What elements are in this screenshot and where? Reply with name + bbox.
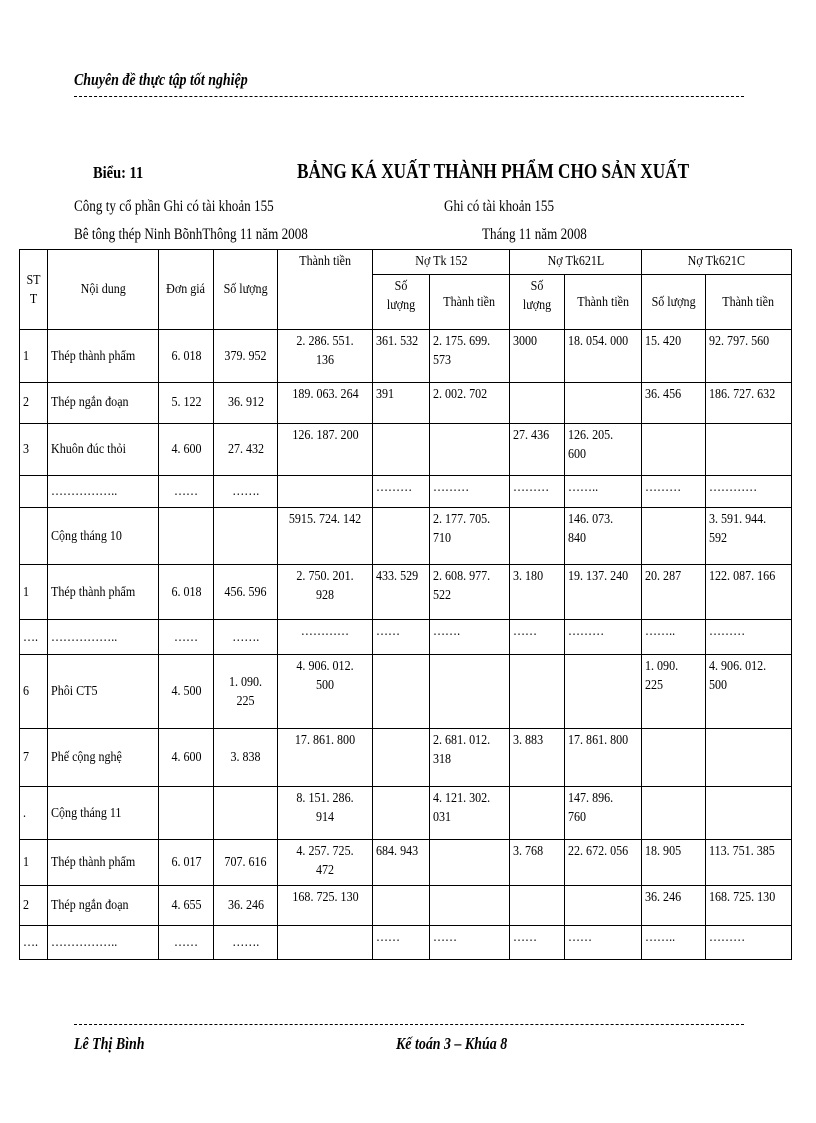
cell-qty: 379. 952 <box>214 330 278 383</box>
cell-content: Thép ngắn đoạn <box>48 383 159 423</box>
cell-amount-152: ……. <box>430 620 510 655</box>
cell-qty-621c: 20. 287 <box>642 565 706 620</box>
cell-amount: 8. 151. 286. 914 <box>278 787 373 840</box>
cell-price: …… <box>159 476 214 508</box>
cell-qty-152: …… <box>373 620 430 655</box>
cell-content: …………….. <box>48 926 159 960</box>
table-row <box>20 423 792 476</box>
cell-price: 4. 500 <box>159 655 214 729</box>
cell-price: 6. 017 <box>159 840 214 886</box>
cell-stt <box>20 508 48 565</box>
cell-qty-152: 684. 943 <box>373 840 430 886</box>
cell-amount-152 <box>430 840 510 886</box>
cell-qty-621c <box>642 729 706 787</box>
cell-amount-621l: 19. 137. 240 <box>565 565 642 620</box>
cell-amount-621c <box>706 787 792 840</box>
cell-amount: 126. 187. 200 <box>278 423 373 476</box>
table-row <box>20 508 792 565</box>
cell-amount-621c: ………… <box>706 476 792 508</box>
cell-amount: 2. 750. 201. 928 <box>278 565 373 620</box>
table-body <box>20 330 792 960</box>
cell-content: …………….. <box>48 476 159 508</box>
cell-amount-621l: 18. 054. 000 <box>565 330 642 383</box>
cell-amount-152: 2. 177. 705. 710 <box>430 508 510 565</box>
cell-qty-621c <box>642 787 706 840</box>
cell-amount-152: ……… <box>430 476 510 508</box>
cell-amount-621c: 122. 087. 166 <box>706 565 792 620</box>
cell-amount-152: 2. 681. 012. 318 <box>430 729 510 787</box>
cell-qty-621l: …… <box>510 620 565 655</box>
cell-qty <box>214 508 278 565</box>
header-tk621c: Nợ Tk621C <box>642 250 792 275</box>
cell-amount-621c: 186. 727. 632 <box>706 383 792 423</box>
cell-content: Thép ngắn đoạn <box>48 885 159 925</box>
cell-price: …… <box>159 620 214 655</box>
header-amount: Thành tiền <box>278 250 373 330</box>
cell-amount-621l: 126. 205. 600 <box>565 423 642 476</box>
cell-amount-621l: ……… <box>565 620 642 655</box>
table-row <box>20 885 792 925</box>
cell-qty-621l: 3. 883 <box>510 729 565 787</box>
cell-price: 4. 655 <box>159 885 214 925</box>
cell-qty: 27. 432 <box>214 423 278 476</box>
cell-amount-621l: 22. 672. 056 <box>565 840 642 886</box>
header-divider <box>74 96 744 97</box>
cell-price <box>159 787 214 840</box>
credit-account-label: Ghi có tài khoản 155 <box>444 198 555 215</box>
cell-amount-621l <box>565 885 642 925</box>
table-row <box>20 330 792 383</box>
cell-amount-621c <box>706 423 792 476</box>
table-row <box>20 729 792 787</box>
table-row <box>20 787 792 840</box>
cell-amount-621c: ……… <box>706 620 792 655</box>
cell-amount: 5915. 724. 142 <box>278 508 373 565</box>
cell-qty-621c <box>642 508 706 565</box>
footer-author: Lê Thị Bình <box>74 1034 145 1053</box>
cell-qty <box>214 787 278 840</box>
subheader-qty-621l: Số lượng <box>510 275 565 330</box>
cell-qty-152: 361. 532 <box>373 330 430 383</box>
footer-class: Kế toán 3 – Khúa 8 <box>396 1034 508 1053</box>
header-qty: Số lượng <box>214 250 278 330</box>
cell-stt: 6 <box>20 655 48 729</box>
cell-content: Thép thành phẩm <box>48 330 159 383</box>
header-content: Nội dung <box>48 250 159 330</box>
cell-content: Khuôn đúc thỏi <box>48 423 159 476</box>
cell-stt <box>20 476 48 508</box>
cell-qty-621c: 36. 456 <box>642 383 706 423</box>
cell-amount: 17. 861. 800 <box>278 729 373 787</box>
table-header-row <box>20 250 792 275</box>
cell-qty-621c: 15. 420 <box>642 330 706 383</box>
cell-qty-152: 433. 529 <box>373 565 430 620</box>
cell-amount: 189. 063. 264 <box>278 383 373 423</box>
month-label: Tháng 11 năm 2008 <box>482 226 587 243</box>
cell-amount: 2. 286. 551. 136 <box>278 330 373 383</box>
header-price: Đơn giá <box>159 250 214 330</box>
cell-amount-152: 2. 002. 702 <box>430 383 510 423</box>
cell-amount-152 <box>430 423 510 476</box>
cell-qty: 36. 246 <box>214 885 278 925</box>
table-row <box>20 620 792 655</box>
cell-stt: . <box>20 787 48 840</box>
cell-qty-621l: 3. 768 <box>510 840 565 886</box>
cell-qty-621l: 3. 180 <box>510 565 565 620</box>
cell-qty: 456. 596 <box>214 565 278 620</box>
cell-qty: 707. 616 <box>214 840 278 886</box>
cell-amount-621c <box>706 729 792 787</box>
cell-amount: 4. 906. 012. 500 <box>278 655 373 729</box>
cell-amount-621c: 4. 906. 012. 500 <box>706 655 792 729</box>
cell-qty: ……. <box>214 476 278 508</box>
cell-amount <box>278 926 373 960</box>
cell-content: Thép thành phẩm <box>48 840 159 886</box>
cell-amount: 168. 725. 130 <box>278 885 373 925</box>
subheader-qty-621c: Số lượng <box>642 275 706 330</box>
cell-amount-152: 2. 608. 977. 522 <box>430 565 510 620</box>
cell-content: Phế cộng nghệ <box>48 729 159 787</box>
document-header-title: Chuyên đề thực tập tốt nghiệp <box>74 70 248 89</box>
cell-price: …… <box>159 926 214 960</box>
cell-content: …………….. <box>48 620 159 655</box>
cell-amount-621c: 113. 751. 385 <box>706 840 792 886</box>
cell-qty: 36. 912 <box>214 383 278 423</box>
cell-price: 5. 122 <box>159 383 214 423</box>
cell-qty-152 <box>373 787 430 840</box>
form-number: Biểu: 11 <box>93 163 144 182</box>
cell-qty-621c: …….. <box>642 926 706 960</box>
export-table <box>19 249 792 960</box>
cell-stt: …. <box>20 926 48 960</box>
cell-stt: …. <box>20 620 48 655</box>
cell-amount-152: 2. 175. 699. 573 <box>430 330 510 383</box>
cell-price: 4. 600 <box>159 423 214 476</box>
header-tk621l: Nợ Tk621L <box>510 250 642 275</box>
cell-qty-621l <box>510 508 565 565</box>
subheader-amount-621l: Thành tiền <box>565 275 642 330</box>
cell-price: 6. 018 <box>159 565 214 620</box>
table-row <box>20 565 792 620</box>
cell-amount-621l <box>565 655 642 729</box>
cell-qty-621l <box>510 655 565 729</box>
cell-qty: ……. <box>214 926 278 960</box>
cell-stt: 1 <box>20 330 48 383</box>
header-tk152: Nợ Tk 152 <box>373 250 510 275</box>
cell-stt: 7 <box>20 729 48 787</box>
subheader-qty-152: Số lượng <box>373 275 430 330</box>
cell-qty-621c: 36. 246 <box>642 885 706 925</box>
cell-qty-152 <box>373 655 430 729</box>
cell-stt: 1 <box>20 565 48 620</box>
plant-label: Bê tông thép Ninh BõnhThông 11 năm 2008 <box>74 226 308 243</box>
cell-amount-152 <box>430 655 510 729</box>
cell-amount-621c: 168. 725. 130 <box>706 885 792 925</box>
cell-price <box>159 508 214 565</box>
cell-amount-621l <box>565 383 642 423</box>
cell-amount-152 <box>430 885 510 925</box>
cell-qty-621c: 1. 090. 225 <box>642 655 706 729</box>
cell-amount-152: 4. 121. 302. 031 <box>430 787 510 840</box>
cell-qty-152: …… <box>373 926 430 960</box>
cell-qty-152 <box>373 508 430 565</box>
cell-qty-621c: 18. 905 <box>642 840 706 886</box>
cell-stt: 2 <box>20 885 48 925</box>
cell-amount-621l: …….. <box>565 476 642 508</box>
header-stt: ST T <box>20 250 48 330</box>
cell-qty-152: 391 <box>373 383 430 423</box>
cell-qty: 3. 838 <box>214 729 278 787</box>
cell-stt: 2 <box>20 383 48 423</box>
cell-amount-621l: 146. 073. 840 <box>565 508 642 565</box>
page-title: BẢNG KÁ XUẤT THÀNH PHẨM CHO SẢN XUẤT <box>297 159 690 183</box>
cell-qty-621l <box>510 885 565 925</box>
cell-qty-621l <box>510 787 565 840</box>
cell-amount-621c: 3. 591. 944. 592 <box>706 508 792 565</box>
table-row <box>20 476 792 508</box>
cell-amount-621l: 147. 896. 760 <box>565 787 642 840</box>
cell-amount-621c: ……… <box>706 926 792 960</box>
cell-amount: 4. 257. 725. 472 <box>278 840 373 886</box>
cell-amount-152: …… <box>430 926 510 960</box>
cell-content: Phôi CT5 <box>48 655 159 729</box>
cell-qty-621c <box>642 423 706 476</box>
cell-amount: ………… <box>278 620 373 655</box>
subheader-amount-152: Thành tiền <box>430 275 510 330</box>
cell-qty-152 <box>373 729 430 787</box>
cell-qty-621l: …… <box>510 926 565 960</box>
cell-qty-621l: 27. 436 <box>510 423 565 476</box>
cell-qty-152 <box>373 423 430 476</box>
footer-divider <box>74 1024 744 1025</box>
cell-qty-152 <box>373 885 430 925</box>
cell-content: Thép thành phẩm <box>48 565 159 620</box>
table-row <box>20 840 792 886</box>
cell-qty-621l: 3000 <box>510 330 565 383</box>
cell-price: 6. 018 <box>159 330 214 383</box>
cell-qty-621c: ……… <box>642 476 706 508</box>
cell-qty-621l: ……… <box>510 476 565 508</box>
cell-stt: 1 <box>20 840 48 886</box>
cell-qty: ……. <box>214 620 278 655</box>
cell-amount-621l: …… <box>565 926 642 960</box>
table-row <box>20 926 792 960</box>
subheader-amount-621c: Thành tiền <box>706 275 792 330</box>
cell-content: Cộng tháng 10 <box>48 508 159 565</box>
cell-content: Cộng tháng 11 <box>48 787 159 840</box>
table-row <box>20 383 792 423</box>
cell-qty-621c: …….. <box>642 620 706 655</box>
cell-stt: 3 <box>20 423 48 476</box>
company-label: Công ty cổ phần Ghi có tài khoản 155 <box>74 198 274 215</box>
cell-price: 4. 600 <box>159 729 214 787</box>
cell-amount <box>278 476 373 508</box>
cell-qty-152: ……… <box>373 476 430 508</box>
cell-amount-621l: 17. 861. 800 <box>565 729 642 787</box>
table-row <box>20 655 792 729</box>
cell-qty: 1. 090. 225 <box>214 655 278 729</box>
cell-qty-621l <box>510 383 565 423</box>
cell-amount-621c: 92. 797. 560 <box>706 330 792 383</box>
